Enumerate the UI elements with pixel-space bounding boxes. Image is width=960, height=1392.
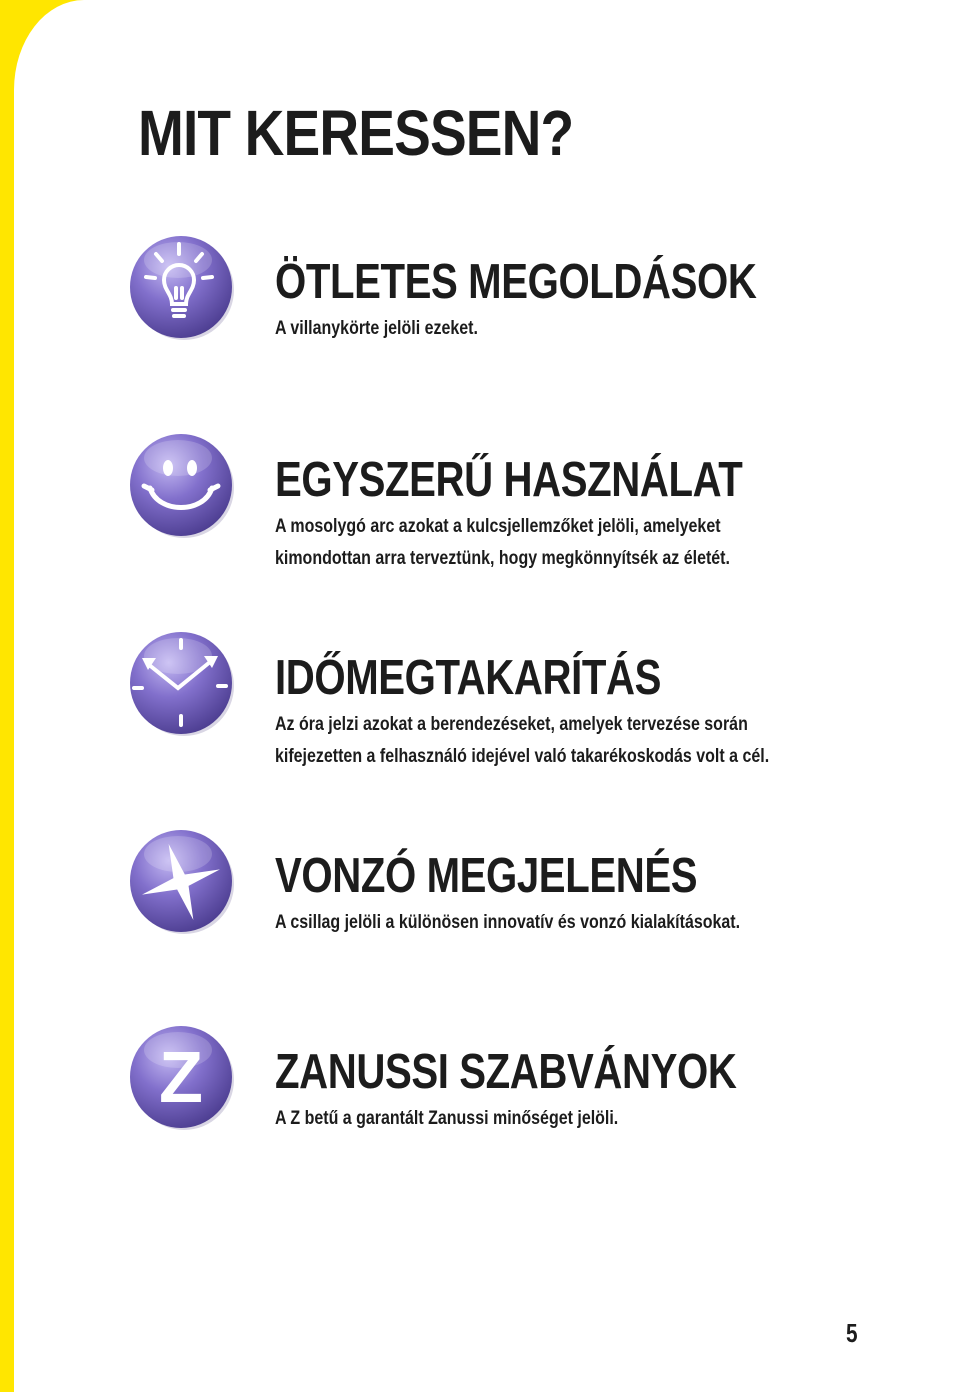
feature-description [275, 312, 960, 344]
page-title: MIT KERESSEN? [138, 97, 574, 169]
feature-heading: ZANUSSI SZABVÁNYOK [275, 1045, 737, 1099]
description-line: A mosolygó arc azokat a kulcsjellemzőket jelöli, amelyeket [275, 515, 721, 537]
feature-time-saving [0, 628, 960, 788]
page-number: 5 [846, 1318, 858, 1348]
feature-heading: IDŐMEGTAKARÍTÁS [275, 651, 661, 705]
smiley-face-icon [126, 430, 236, 540]
lightbulb-icon [126, 232, 236, 342]
feature-heading: ÖTLETES MEGOLDÁSOK [275, 255, 757, 309]
description-line: A Z betű a garantált Zanussi minőséget jelöli. [275, 1107, 619, 1129]
feature-heading: EGYSZERŰ HASZNÁLAT [275, 453, 743, 507]
feature-innovative-solutions [0, 232, 960, 392]
description-line: kifejezetten a felhasználó idejével való takarékoskodás volt a cél. [275, 745, 770, 767]
description-line: A villanykörte jelöli ezeket. [275, 317, 478, 339]
description-line: A csillag jelöli a különösen innovatív és vonzó kialakításokat. [275, 911, 741, 933]
description-line: Az óra jelzi azokat a berendezéseket, amelyek tervezése során [275, 713, 748, 735]
feature-description [275, 708, 960, 772]
z-letter-icon [126, 1022, 236, 1132]
feature-easy-use [0, 430, 960, 590]
feature-description [275, 906, 960, 938]
star-icon [126, 826, 236, 936]
feature-description [275, 510, 960, 574]
feature-attractive-design [0, 826, 960, 986]
feature-zanussi-standards [0, 1022, 960, 1182]
z-letter: Z [159, 1038, 203, 1118]
feature-heading: VONZÓ MEGJELENÉS [275, 849, 698, 903]
clock-icon [126, 628, 236, 738]
description-line: kimondottan arra terveztünk, hogy megkönnyítsék az életét. [275, 547, 730, 569]
feature-description [275, 1102, 960, 1134]
